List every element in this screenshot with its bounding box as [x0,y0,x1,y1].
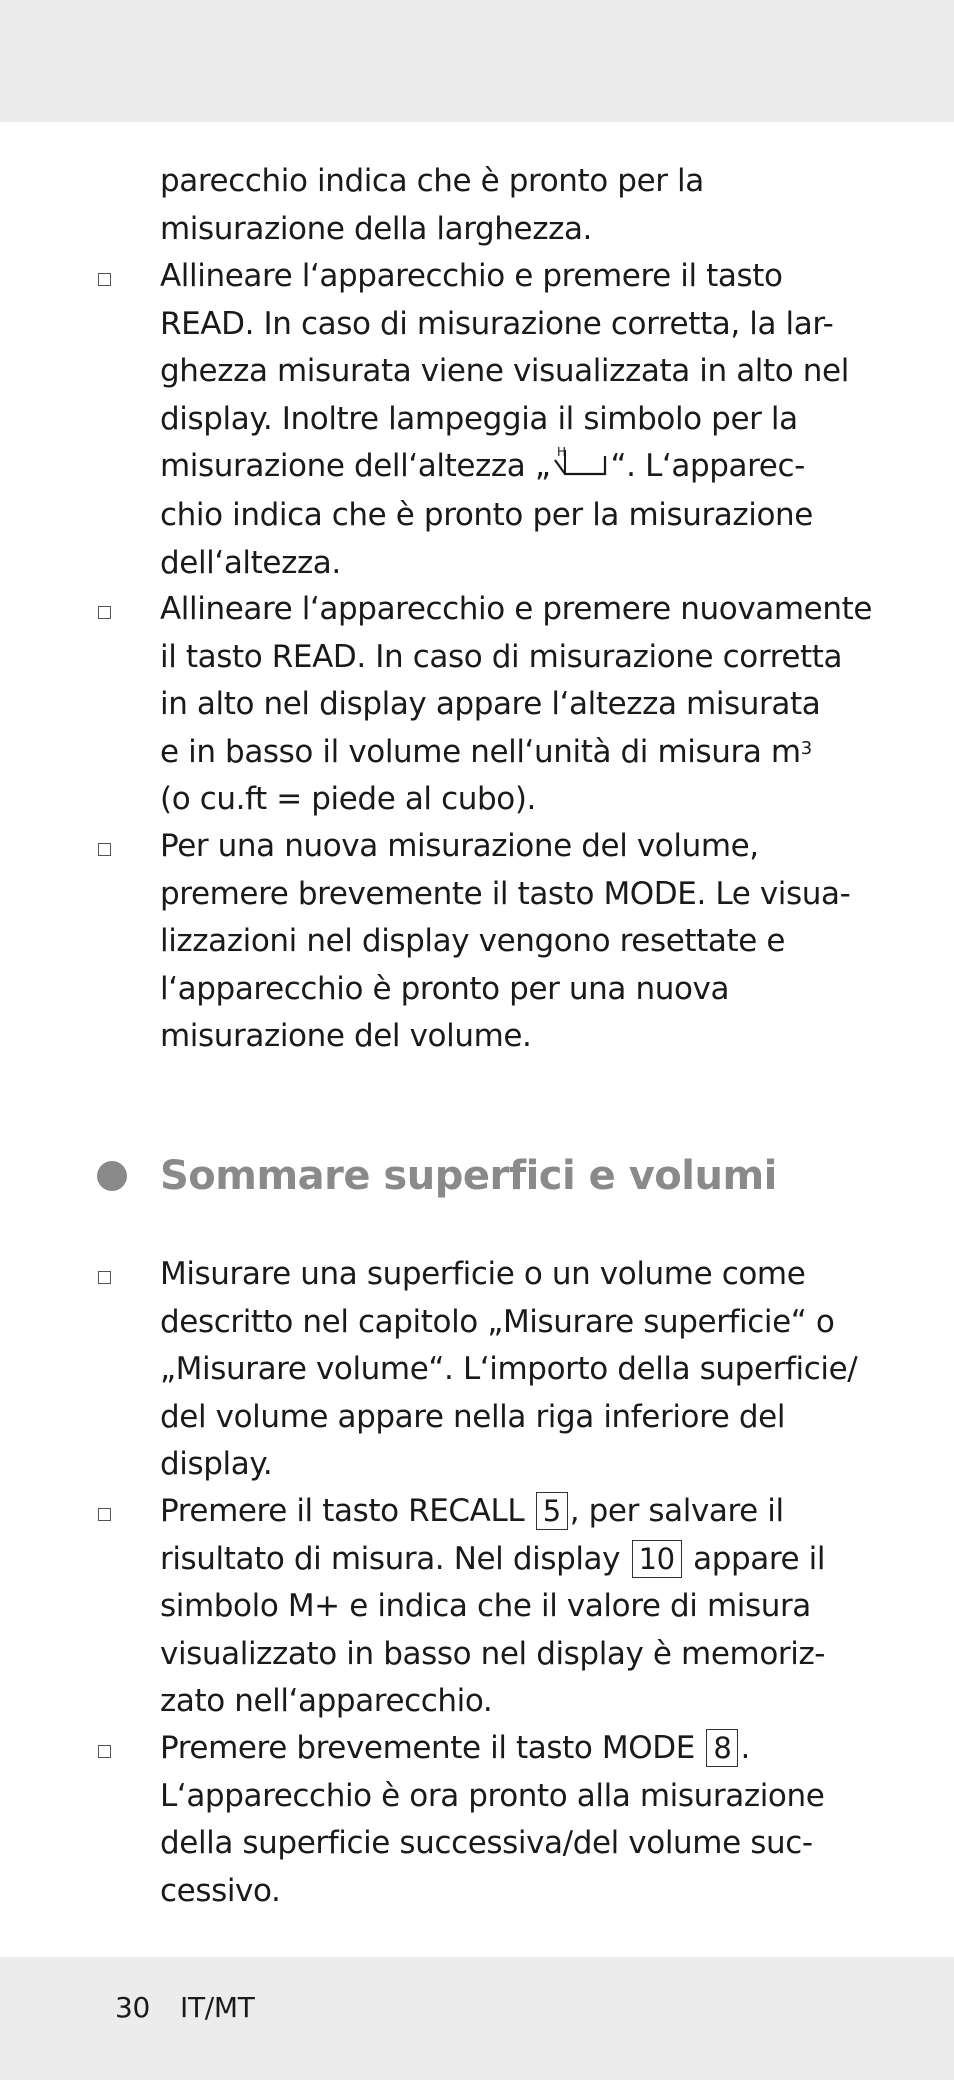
text-line: premere brevemente il tasto MODE. Le visua- [160,875,851,912]
text-line: Allineare l‘apparecchio e premere nuovamente [160,591,873,627]
text-line: visualizzato in basso nel display è memoriz- [160,1635,826,1672]
text-line: (o cu.ft = piede al cubo). [160,781,536,818]
text-line: Premere brevemente il tasto MODE 8 . [160,1730,750,1766]
section-heading: Sommare superfici e volumi [160,1153,777,1199]
text-line: chio indica che è pronto per la misurazione [160,497,813,534]
text-line: misurazione del volume. [160,1018,532,1055]
svg-text:H: H [556,444,566,459]
text-line: ghezza misurata viene visualizzata in alto nel [160,353,849,390]
text-line: l‘apparecchio è pronto per una nuova [160,970,730,1007]
text-line: misurazione dell‘altezza „ H “. L‘apparec- [160,443,840,492]
reference-number: 5 [536,1492,568,1530]
page-footer [115,1988,285,2028]
checkbox-bullet [98,606,111,619]
text-line: zato nell‘apparecchio. [160,1683,493,1720]
checkbox-bullet [98,1508,111,1521]
text-line: del volume appare nella riga inferiore del [160,1398,786,1435]
text-line: misurazione della larghezza. [160,210,593,247]
text-line: Premere il tasto RECALL 5 , per salvare il [160,1493,784,1529]
reference-number: 10 [632,1540,682,1578]
step-mode-reset [160,1725,840,1915]
top-band [0,0,954,122]
section-bullet-icon [97,1161,127,1191]
step-align-width [160,253,849,587]
text-line: descritto nel capitolo „Misurare superficie“ o [160,1303,835,1340]
text-line: simbolo M+ e indica che il valore di misura [160,1588,811,1625]
text-line: Allineare l‘apparecchio e premere il tasto [160,258,783,294]
superscript: 3 [800,737,812,759]
text-line: e in basso il volume nell‘unità di misura $m^3$ [160,733,812,770]
text-line: cessivo. [160,1872,281,1909]
text-line: il tasto READ. In caso di misurazione corretta [160,638,843,675]
text-line: lizzazioni nel display vengono resettate e [160,923,786,960]
checkbox-bullet [98,273,111,286]
text-line: risultato di misura. Nel display 10 appare il [160,1540,826,1577]
text-line: della superficie successiva/del volume suc- [160,1825,813,1862]
reference-number: 8 [706,1729,738,1767]
page-number: 30 [115,1991,151,2024]
checkbox-bullet [98,1745,111,1758]
text-line: display. [160,1446,273,1483]
text-line: dell‘altezza. [160,544,341,581]
language-code: IT/MT [180,1991,255,2024]
text-line: in alto nel display appare l‘altezza misurata [160,686,821,723]
text-line: „Misurare volume“. L‘importo della superficie/ [160,1351,858,1388]
text-line: Misurare una superficie o un volume come [160,1256,806,1292]
height-measurement-icon [551,444,611,493]
text-line: Per una nuova misurazione del volume, [160,828,759,864]
text-line: parecchio indica che è pronto per la [160,163,704,199]
step-measure-area-volume [160,1251,858,1489]
step-new-measurement [160,823,851,1061]
step-align-height [160,586,873,824]
checkbox-bullet [98,843,111,856]
step-recall [160,1488,840,1726]
intro-paragraph [160,158,840,253]
checkbox-bullet [98,1271,111,1284]
text-line: display. Inoltre lampeggia il simbolo per la [160,400,798,437]
text-line: READ. In caso di misurazione corretta, la lar- [160,305,834,342]
text-line: L‘apparecchio è ora pronto alla misurazione [160,1777,825,1814]
